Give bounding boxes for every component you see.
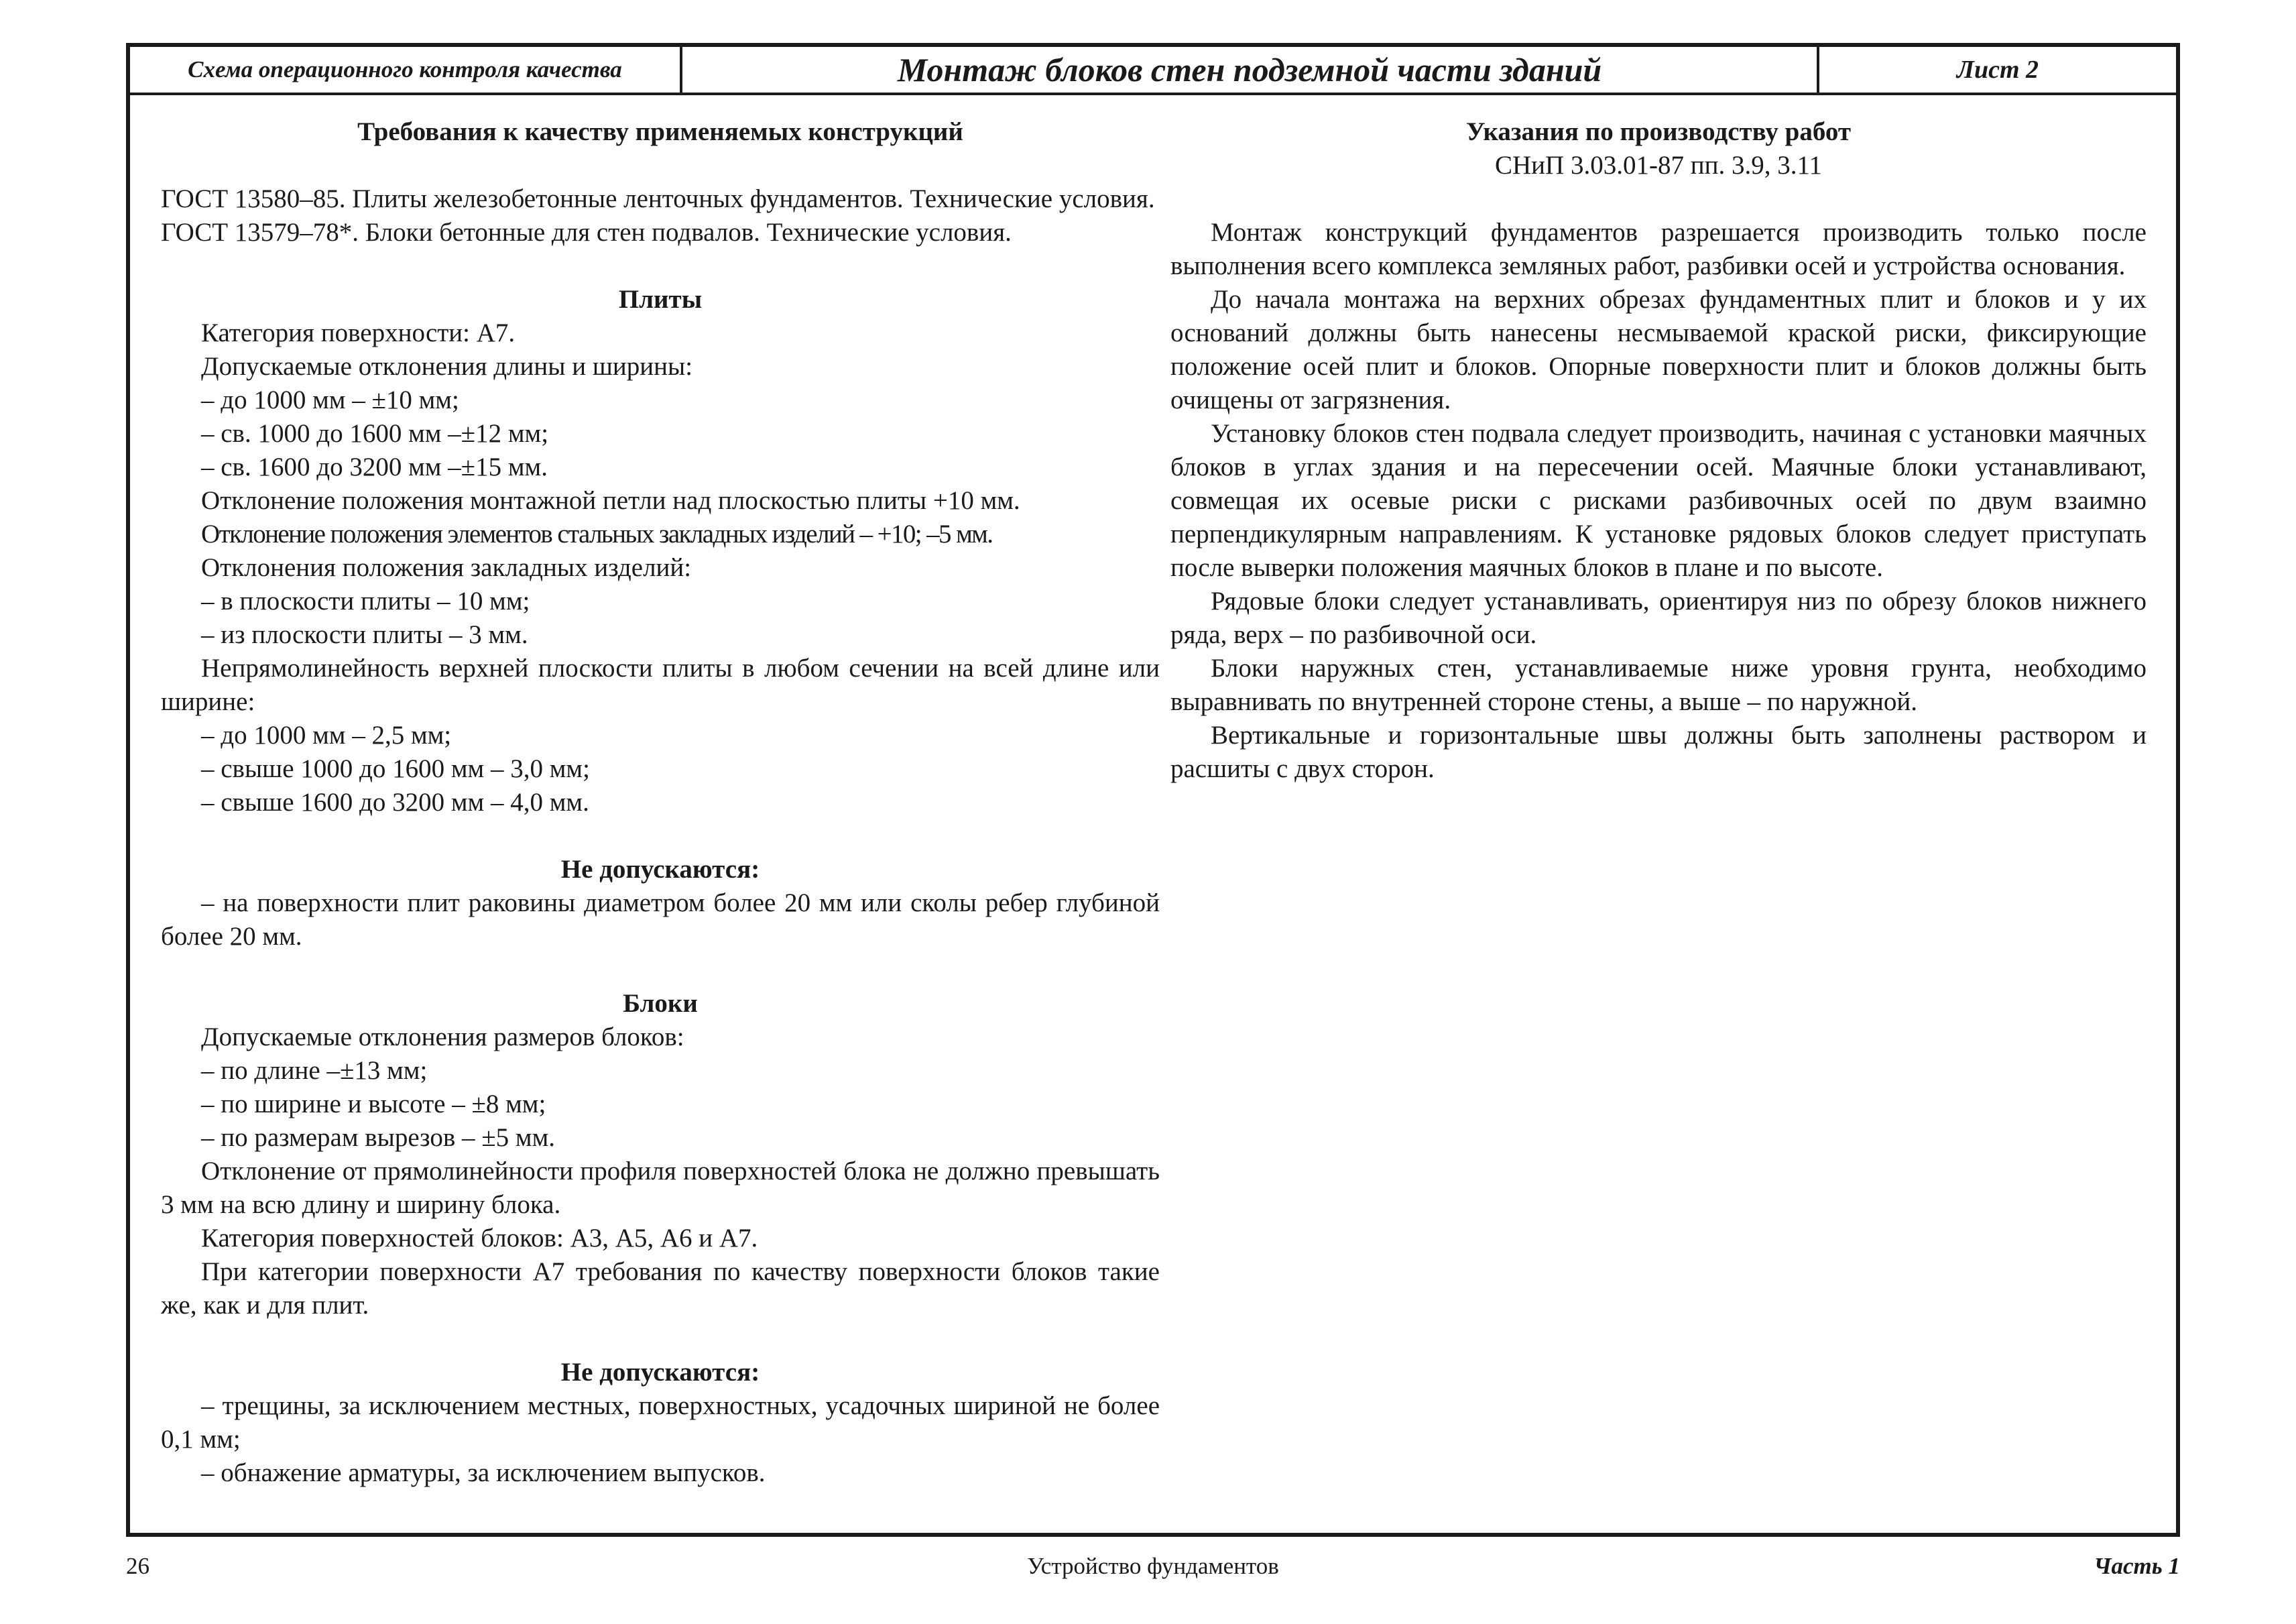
snip-reference: СНиП 3.03.01-87 пп. 3.9, 3.11 (1495, 151, 1822, 180)
page-number: 26 (126, 1553, 149, 1579)
plates-line: Отклонение положения монтажной петли над плоскостью плиты +10 мм. (201, 486, 1020, 515)
plates-line: – свыше 1600 до 3200 мм – 4,0 мм. (201, 788, 589, 817)
blocks-defects: – обнажение арматуры, за исключением выпусков. (201, 1458, 766, 1487)
blocks-line: – по размерам вырезов – ±5 мм. (201, 1123, 556, 1152)
plates-line: Категория поверхности: А7. (201, 318, 516, 347)
plates-line: Непрямолинейность верхней плоскости плиты в любом сечении на всей длине или ширине: (161, 654, 1160, 716)
work-instructions-column (1170, 115, 2147, 1525)
page-frame (126, 43, 2180, 1537)
instruction-paragraph: До начала монтажа на верхних обрезах фундаментных плит и блоков и у их оснований должны быть нанесены несмываемой краской риски, фиксирующие положение осей плит и блоков. Опорные поверхности плит и блоков должны быть очищены от загрязнения. (1170, 285, 2147, 414)
blocks-line: – по ширине и высоте – ±8 мм; (201, 1090, 546, 1118)
plates-line: – св. 1000 до 1600 мм –±12 мм; (201, 419, 549, 448)
page-title: Монтаж блоков стен подземной части зданий (682, 47, 1819, 93)
scheme-label: Схема операционного контроля качества (130, 47, 682, 93)
plates-line: – до 1000 мм – 2,5 мм; (201, 721, 452, 750)
requirements-title: Требования к качеству применяемых конструкций (357, 117, 963, 146)
plates-line: Отклонение положения элементов стальных закладных изделий – +10; –5 мм. (201, 520, 993, 548)
plates-line: – в плоскости плиты – 10 мм; (201, 587, 530, 616)
instruction-paragraph: Блоки наружных стен, устанавливаемые ниже уровня грунта, необходимо выравнивать по внутренней стороне стены, а выше – по наружной. (1170, 654, 2147, 716)
blocks-line: Отклонение от прямолинейности профиля поверхностей блока не должно превышать 3 мм на всю длину и ширину блока. (161, 1157, 1160, 1219)
part-label: Часть 1 (2094, 1553, 2180, 1579)
blocks-line: При категории поверхности А7 требования по качеству поверхности блоков такие же, как и для плит. (161, 1257, 1160, 1320)
plates-defects: – на поверхности плит раковины диаметром более 20 мм или сколы ребер глубиной более 20 мм. (161, 888, 1160, 951)
instruction-paragraph: Монтаж конструкций фундаментов разрешается производить только после выполнения всего комплекса земляных работ, разбивки осей и устройства основания. (1170, 218, 2147, 280)
instruction-paragraph: Установку блоков стен подвала следует производить, начиная с установки маячных блоков в углах здания и на пересечении осей. Маячные блоки устанавливают, совмещая их осевые риски с рисками разбивочных осей по двум взаимно перпендикулярным направлениям. К установке рядовых блоков следует приступать после выверки положения маячных блоков в плане и по высоте. (1170, 419, 2147, 582)
gost-plates: ГОСТ 13580–85. Плиты железобетонные ленточных фундаментов. Технические условия. (161, 184, 1155, 213)
plates-line: – из плоскости плиты – 3 мм. (201, 620, 528, 649)
section-name: Устройство фундаментов (1027, 1553, 1279, 1579)
plates-heading: Плиты (618, 285, 703, 314)
not-allowed-heading-2: Не допускаются: (560, 1358, 760, 1387)
instructions-title: Указания по производству работ (1466, 117, 1851, 146)
blocks-line: Допускаемые отклонения размеров блоков: (201, 1023, 684, 1051)
plates-line: Допускаемые отклонения длины и ширины: (201, 352, 693, 381)
header-table (130, 47, 2176, 95)
blocks-line: Категория поверхностей блоков: А3, А5, А6 и А7. (201, 1224, 758, 1253)
plates-line: – св. 1600 до 3200 мм –±15 мм. (201, 453, 548, 481)
quality-requirements-column (161, 115, 1160, 1525)
blocks-heading: Блоки (623, 989, 698, 1018)
plates-line: Отклонения положения закладных изделий: (201, 553, 692, 582)
plates-line: – свыше 1000 до 1600 мм – 3,0 мм; (201, 754, 590, 783)
sheet-label: Лист 2 (1956, 56, 2039, 84)
instruction-paragraph: Рядовые блоки следует устанавливать, ориентируя низ по обрезу блоков нижнего ряда, верх – по разбивочной оси. (1170, 587, 2147, 649)
blocks-defects: – трещины, за исключением местных, поверхностных, усадочных шириной не более 0,1 мм; (161, 1391, 1160, 1454)
plates-line: – до 1000 мм – ±10 мм; (201, 386, 459, 414)
page-footer (126, 1553, 2180, 1586)
blocks-line: – по длине –±13 мм; (201, 1056, 428, 1085)
instruction-paragraph: Вертикальные и горизонтальные швы должны быть заполнены раствором и расшиты с двух сторон. (1170, 721, 2147, 783)
not-allowed-heading: Не допускаются: (560, 855, 760, 884)
gost-blocks: ГОСТ 13579–78*. Блоки бетонные для стен подвалов. Технические условия. (161, 218, 1012, 247)
